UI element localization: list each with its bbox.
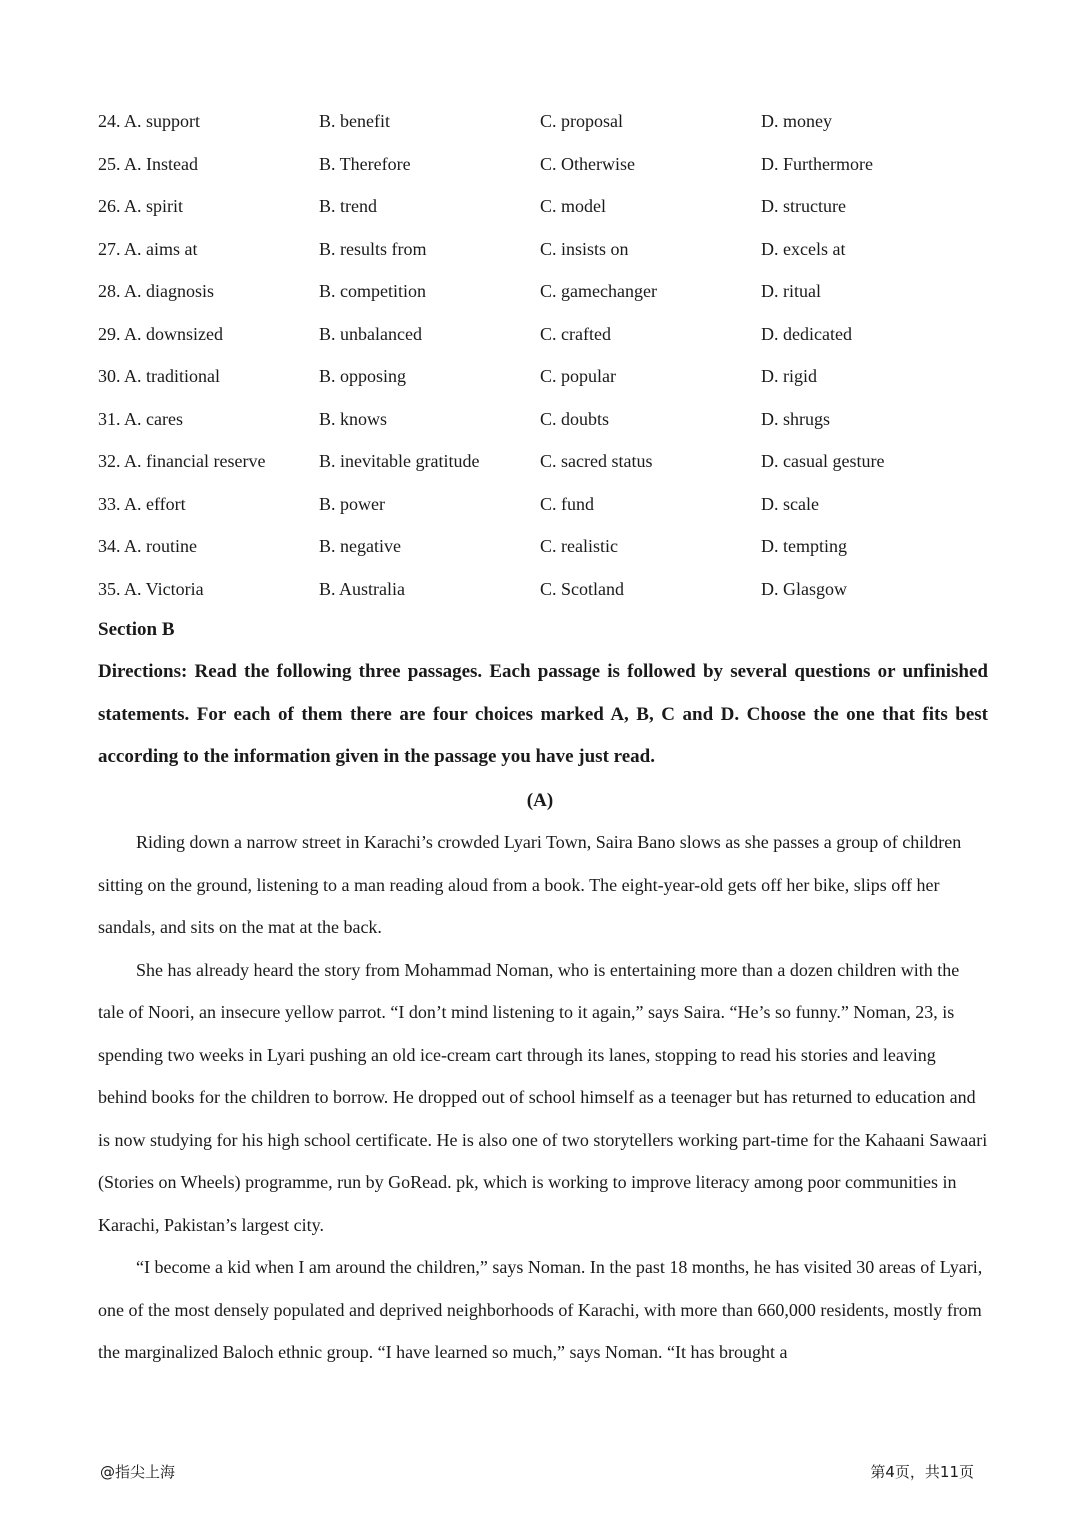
choice-d: D. shrugs bbox=[761, 408, 831, 429]
choice-d: D. money bbox=[761, 111, 832, 131]
choice-d: D. rigid bbox=[761, 366, 817, 386]
choice-a: 34. A. routine bbox=[98, 536, 197, 556]
choice-d: D. ritual bbox=[761, 281, 821, 301]
choice-b: B. knows bbox=[319, 408, 388, 429]
choice-row bbox=[98, 525, 998, 568]
choice-c: C. sacred status bbox=[540, 451, 653, 471]
choice-b: B. benefit bbox=[319, 111, 390, 131]
choice-d: D. structure bbox=[761, 196, 846, 216]
choice-d: D. Glasgow bbox=[761, 578, 847, 599]
choice-a: 28. A. diagnosis bbox=[98, 281, 215, 301]
choice-row bbox=[98, 313, 998, 356]
choice-c: C. realistic bbox=[540, 536, 618, 556]
choice-a: 24. A. support bbox=[98, 111, 201, 131]
choice-b: B. opposing bbox=[319, 366, 407, 386]
choice-b: B. results from bbox=[319, 238, 427, 259]
passage-paragraph: Riding down a narrow street in Karachi’s crowded Lyari Town, Saira Bano slows as she passes a group of children sitting on the ground, listening to a man reading aloud from a book. The eight-year-old gets off her bike, slips off her sandals, and sits on the mat at the back. bbox=[98, 832, 962, 937]
choice-b: B. Therefore bbox=[319, 153, 411, 174]
choice-c: C. popular bbox=[540, 366, 616, 386]
choice-a: 30. A. traditional bbox=[98, 366, 220, 386]
choice-d: D. excels at bbox=[761, 238, 846, 259]
choice-row bbox=[98, 355, 998, 398]
choice-d: D. casual gesture bbox=[761, 451, 885, 471]
choice-row bbox=[98, 143, 998, 186]
choice-c: C. insists on bbox=[540, 238, 629, 259]
page-number: 第4页，共11页 bbox=[870, 1463, 974, 1481]
choice-row bbox=[98, 270, 998, 313]
choice-a: 35. A. Victoria bbox=[98, 578, 204, 599]
choice-c: C. Scotland bbox=[540, 578, 624, 599]
choice-c: C. model bbox=[540, 196, 606, 216]
choice-list bbox=[98, 100, 998, 610]
choice-row bbox=[98, 398, 998, 441]
passage-paragraph: “I become a kid when I am around the children,” says Noman. In the past 18 months, he has visited 30 areas of Lyari, one of the most densely populated and deprived neighborhoods of Karachi, with more than 660,000 residents, mostly from the marginalized Baloch ethnic group. “I have learned so much,” says Noman. “It has brought a bbox=[98, 1257, 983, 1362]
choice-c: C. doubts bbox=[540, 408, 610, 429]
section-directions: Directions: Read the following three passages. Each passage is followed by several questions or unfinished statements. For each of them there are four choices marked A, B, C and D. Choose the one that fits best according to the information given in the passage you have just read. bbox=[98, 661, 988, 767]
choice-b: B. trend bbox=[319, 196, 377, 216]
passage-body bbox=[98, 821, 988, 1374]
choice-a: 33. A. effort bbox=[98, 493, 186, 514]
choice-c: C. fund bbox=[540, 493, 594, 514]
choice-row bbox=[98, 228, 998, 271]
choice-a: 32. A. financial reserve bbox=[98, 451, 266, 471]
choice-b: B. inevitable gratitude bbox=[319, 451, 480, 471]
choice-row bbox=[98, 568, 998, 611]
choice-c: C. Otherwise bbox=[540, 153, 635, 174]
choice-c: C. gamechanger bbox=[540, 281, 657, 301]
section-title: Section B bbox=[98, 619, 175, 640]
choice-b: B. unbalanced bbox=[319, 323, 422, 344]
footer-watermark: @指尖上海 bbox=[100, 1463, 176, 1481]
choice-b: B. negative bbox=[319, 536, 401, 556]
choice-b: B. power bbox=[319, 493, 385, 514]
choice-row bbox=[98, 185, 998, 228]
choice-b: B. competition bbox=[319, 281, 426, 301]
choice-a: 31. A. cares bbox=[98, 408, 183, 429]
choice-a: 25. A. Instead bbox=[98, 153, 198, 174]
choice-row bbox=[98, 100, 998, 143]
passage-paragraph: She has already heard the story from Mohammad Noman, who is entertaining more than a dozen children with the tale of Noori, an insecure yellow parrot. “I don’t mind listening to it again,” says Saira. “He’s so funny.” Noman, 23, is spending two weeks in Lyari pushing an old ice-cream cart through its lanes, stopping to read his stories and leaving behind books for the children to borrow. He dropped out of school himself as a teenager but has returned to education and is now studying for his high school certificate. He is also one of two storytellers working part-time for the Kahaani Sawaari (Stories on Wheels) programme, run by GoRead. pk, which is working to improve literacy among poor communities in Karachi, Pakistan’s largest city. bbox=[98, 959, 988, 1235]
choice-d: D. Furthermore bbox=[761, 153, 873, 174]
choice-a: 27. A. aims at bbox=[98, 238, 198, 259]
choice-row bbox=[98, 483, 998, 526]
choice-a: 26. A. spirit bbox=[98, 196, 184, 216]
choice-c: C. crafted bbox=[540, 323, 611, 344]
choice-c: C. proposal bbox=[540, 111, 623, 131]
choice-d: D. tempting bbox=[761, 536, 847, 556]
passage-label: (A) bbox=[526, 790, 554, 811]
choice-a: 29. A. downsized bbox=[98, 323, 223, 344]
choice-b: B. Australia bbox=[319, 578, 405, 599]
choice-d: D. scale bbox=[761, 493, 819, 514]
choice-d: D. dedicated bbox=[761, 323, 852, 344]
choice-row bbox=[98, 440, 998, 483]
